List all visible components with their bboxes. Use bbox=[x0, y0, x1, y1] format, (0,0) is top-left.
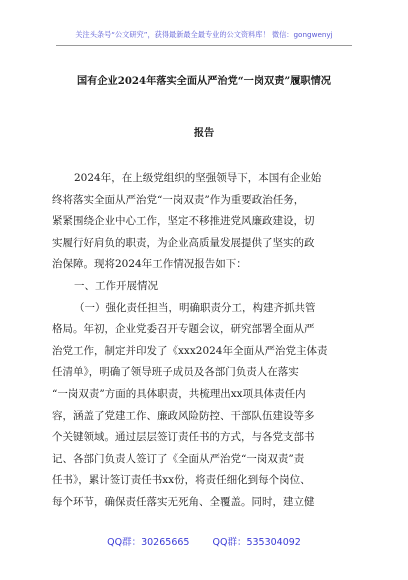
body-line: “一岗双责”方面的具体职责，共梳理出xx项具体责任内 bbox=[52, 387, 306, 400]
body-line: 紧紧围绕企业中心工作，坚定不移推进党风廉政建设，切 bbox=[52, 215, 315, 228]
body-line: 2024年，在上级党组织的坚强领导下，本国有企业始 bbox=[74, 172, 322, 184]
body-line: 治保障。现将2024年工作情况报告如下： bbox=[52, 258, 247, 271]
body-line: （一）强化责任担当，明确职责分工，构建齐抓共管 bbox=[74, 301, 316, 314]
body-line: 终将落实全面从严治党“一岗双责”作为重要政治任务， bbox=[52, 193, 305, 206]
footer-qq-group-1: QQ群：30265665 bbox=[107, 537, 190, 548]
header-divider bbox=[56, 45, 352, 46]
body-line: 每个环节，确保责任落实无死角、全覆盖。同时，建立健 bbox=[52, 495, 315, 508]
body-line: 个关键领域。通过层层签订责任书的方式，与各党支部书 bbox=[52, 431, 315, 444]
document-body bbox=[52, 168, 362, 514]
body-line: 记、各部门负责人签订了《全面从严治党“一岗双责”责 bbox=[52, 452, 305, 465]
body-line: 任书》，累计签订责任书xx份，将责任细化到每个岗位、 bbox=[52, 474, 311, 487]
body-line: 实履行好肩负的职责，为企业高质量发展提供了坚实的政 bbox=[52, 236, 315, 249]
footer-qq-group-2: QQ群：535304092 bbox=[212, 537, 301, 548]
document-subtitle: 报告 bbox=[193, 127, 215, 139]
section-heading: 一、工作开展情况 bbox=[74, 279, 158, 292]
document-title: 国有企业2024年落实全面从严治党“一岗双责”履职情况 bbox=[76, 75, 331, 87]
header-notice: 关注头条号“公文研究”，获得最新最全最专业的公文资料库！ 微信：gongwenyj bbox=[75, 30, 333, 39]
body-line: 容，涵盖了党建工作、廉政风险防控、干部队伍建设等多 bbox=[52, 409, 315, 422]
body-line: 治党工作，制定并印发了《xxx2024年全面从严治党主体责 bbox=[52, 344, 328, 357]
footer-contacts bbox=[0, 534, 408, 548]
body-line: 格局。年初，企业党委召开专题会议，研究部署全面从严 bbox=[52, 323, 315, 336]
body-line: 任清单》，明确了领导班子成员及各部门负责人在落实 bbox=[52, 366, 299, 379]
